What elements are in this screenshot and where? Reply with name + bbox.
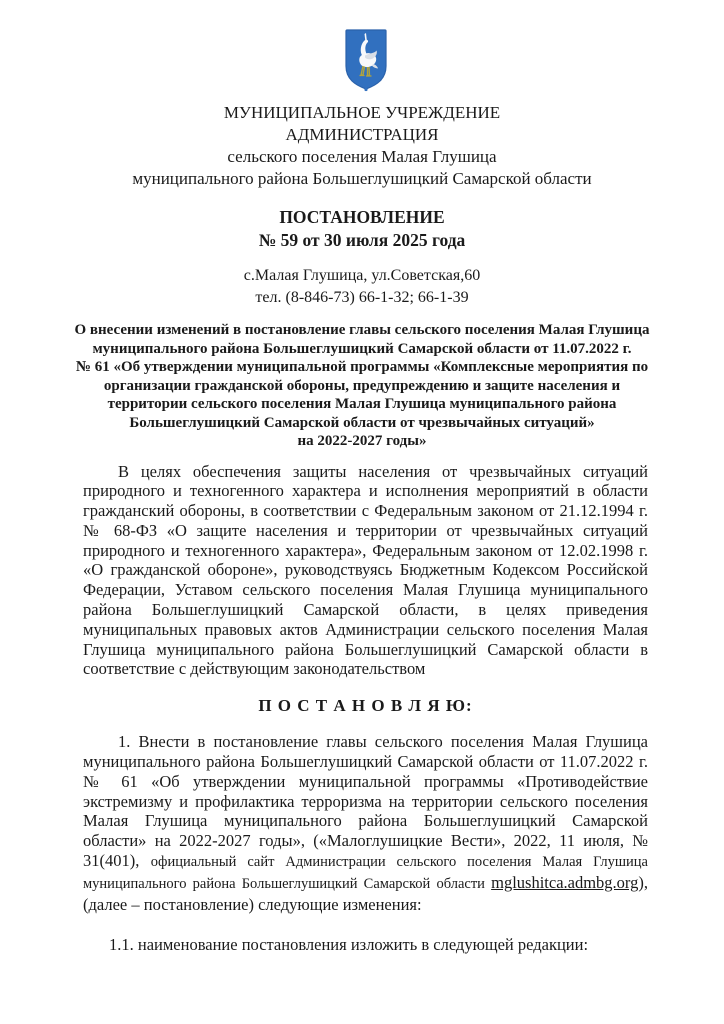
doc-heading [0, 206, 724, 252]
item-1-text-end: (далее – постановление) следующие изменения: [83, 894, 422, 914]
doc-title-line: на 2022-2027 годы» [297, 433, 427, 449]
shield-tip [364, 88, 367, 91]
org-header [0, 102, 724, 190]
doc-number-date: № 59 от 30 июля 2025 года [258, 230, 466, 250]
doc-title-line: № 61 «Об утверждении муниципальной программы «Комплексные мероприятия по [75, 359, 649, 375]
doc-title-line: О внесении изменений в постановление главы сельского поселения Малая Глушица [74, 322, 650, 338]
org-header-line3: сельского поселения Малая Глушица [227, 147, 497, 166]
crane-on-shield-icon [342, 28, 390, 92]
phone-line: тел. (8-846-73) 66-1-32; 66-1-39 [255, 289, 469, 306]
org-header-line2: АДМИНИСТРАЦИЯ [285, 125, 439, 144]
org-header-line1: МУНИЦИПАЛЬНОЕ УЧРЕЖДЕНИЕ [223, 103, 501, 122]
coat-of-arms [8, 28, 724, 94]
doc-title-line: организации гражданской обороны, предупреждению и защите населения и [103, 377, 621, 394]
doc-title [0, 321, 724, 451]
address-line: с.Малая Глушица, ул.Советская,60 [243, 267, 481, 284]
doc-type: ПОСТАНОВЛЕНИЕ [279, 207, 445, 227]
preamble-paragraph: В целях обеспечения защиты населения от чрезвычайных ситуаций природного и техногенного характера и исполнения мероприятий в области гражданский обороны, в соответствии с Федеральным законом от 21.12.1994 г. № 68-ФЗ «О защите населения и территории от чрезвычайных ситуаций природного и техногенного характера», Федеральным законом от 12.02.1998 г. «О гражданской обороне», руководствуясь Бюджетным Кодексом Российской Федерации, Уставом сельского поселения Малая Глушица муниципального района Большеглушицкий Самарской области, в целях приведения муниципальных правовых актов Администрации сельского поселения Малая Глушица муниципального района Большеглушицкий Самарской области в соответствие с действующим законодательством [83, 461, 648, 679]
resolve-heading: П О С Т А Н О В Л Я Ю: [258, 696, 473, 716]
org-header-line4: муниципального района Большеглушицкий Самарской области [132, 169, 592, 188]
doc-title-line: Большеглушицкий Самарской области от чрезвычайных ситуаций» [129, 414, 595, 431]
item-1-text-start: 1. Внести в постановление главы сельского поселения Малая Глушица муниципального района Большеглушицкий Самарской области от 11.07.2022 г. № 61 «Об утверждении муниципальной программы «Противодействие экстремизму и профилактика терроризма на территории сельского поселения Малая Глушица муниципального района Большеглушицкий Самарской области» на 2022-2027 годы», («Малоглушицкие Вести», 2022, 11 июля, № 31(401), [83, 732, 648, 871]
doc-title-line: территории сельского поселения Малая Глушица муниципального района [107, 396, 617, 412]
address-block [0, 265, 724, 309]
doc-title-line: муниципального района Большеглушицкий Самарской области от 11.07.2022 г. [92, 340, 632, 357]
item-1-text-small: официальный сайт Администрации сельского поселения Малая Глушица муниципального района Большеглушицкий Самарской области [83, 854, 648, 892]
website-link[interactable]: mglushitca.admbg.org), [491, 872, 648, 892]
item-1-paragraph [83, 732, 648, 914]
item-1-1-paragraph: 1.1. наименование постановления изложить в следующей редакции: [109, 935, 589, 955]
